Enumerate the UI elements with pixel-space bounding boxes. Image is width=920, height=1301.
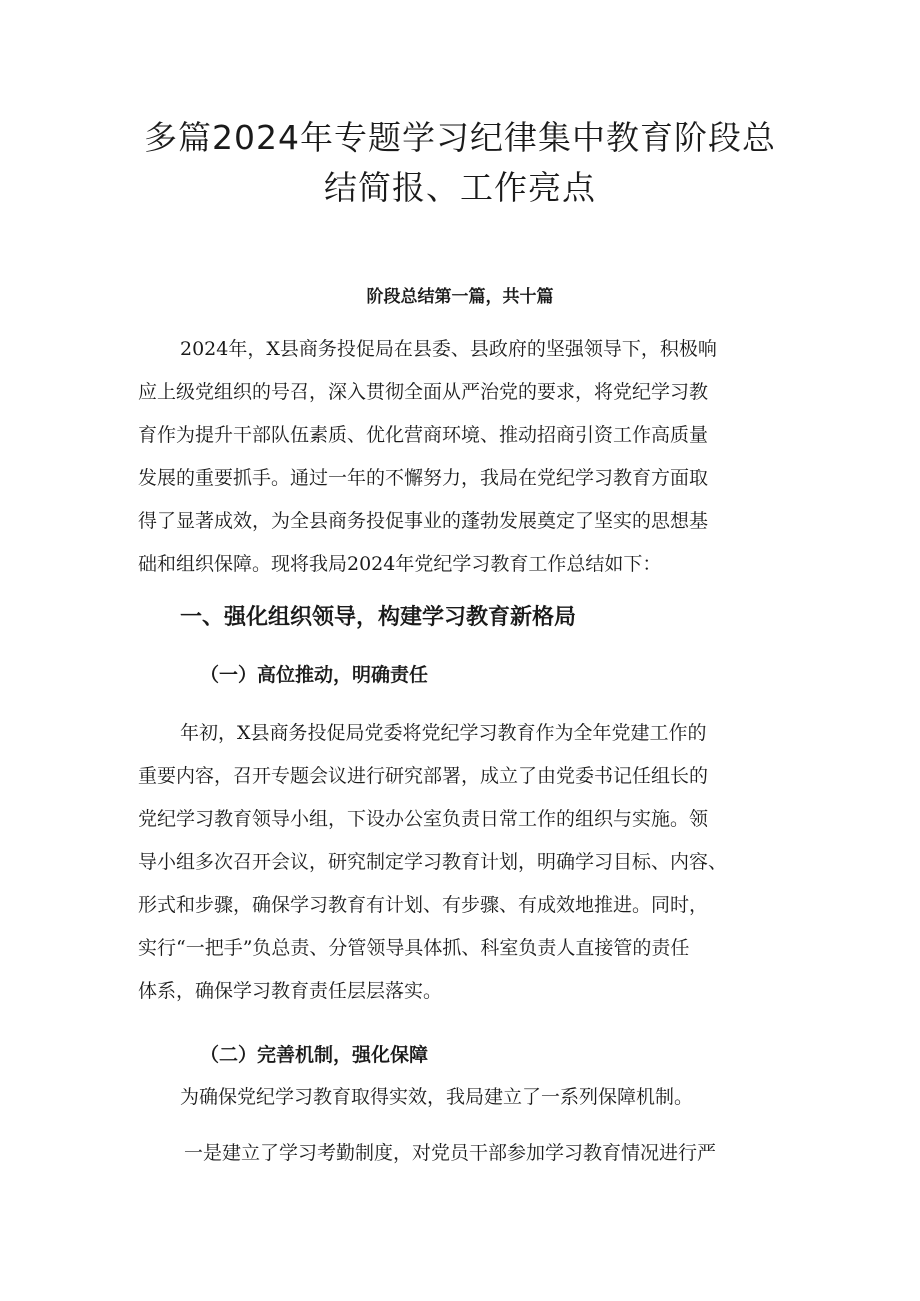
document-subtitle: 阶段总结第一篇，共十篇 — [366, 287, 554, 307]
intro-line-2: 应上级党组织的号召，深入贯彻全面从严治党的要求，将党纪学习教 — [138, 381, 709, 403]
sub1-line-1: 年初，X县商务投促局党委将党纪学习教育作为全年党建工作的 — [180, 722, 707, 744]
intro-line-3: 育作为提升干部队伍素质、优化营商环境、推动招商引资工作高质量 — [138, 424, 709, 446]
subsection-2-intro: 为确保党纪学习教育取得实效，我局建立了一系列保障机制。 — [180, 1086, 694, 1108]
sub1-line-6: 实行“一把手”负总责、分管领导具体抓、科室负责人直接管的责任 — [138, 937, 690, 959]
intro-line-6: 础和组织保障。现将我局2024年党纪学习教育工作总结如下： — [138, 553, 662, 575]
intro-paragraph — [138, 328, 717, 586]
intro-line-4: 发展的重要抓手。通过一年的不懈努力，我局在党纪学习教育方面取 — [138, 467, 709, 489]
sub1-line-2: 重要内容，召开专题会议进行研究部署，成立了由党委书记任组长的 — [138, 765, 709, 787]
subsection-1-paragraph — [138, 712, 728, 1013]
sub1-line-7: 体系，确保学习教育责任层层落实。 — [138, 980, 443, 1002]
document-title-line-1: 多篇2024年专题学习纪律集中教育阶段总 — [144, 118, 776, 157]
subsection-2-heading: （二）完善机制，强化保障 — [200, 1044, 429, 1066]
sub1-line-4: 导小组多次召开会议，研究制定学习教育计划，明确学习目标、内容、 — [138, 851, 728, 873]
sub1-line-5: 形式和步骤，确保学习教育有计划、有步骤、有成效地推进。同时， — [138, 894, 709, 916]
sub1-line-3: 党纪学习教育领导小组，下设办公室负责日常工作的组织与实施。领 — [138, 808, 709, 830]
document-title-line-2: 结简报、工作亮点 — [324, 168, 596, 207]
section-1-heading: 一、强化组织领导，构建学习教育新格局 — [180, 605, 577, 630]
subsection-1-heading: （一）高位推动，明确责任 — [200, 664, 429, 686]
subsection-2-item-1: 一是建立了学习考勤制度，对党员干部参加学习教育情况进行严 — [184, 1142, 717, 1164]
intro-line-1: 2024年，X县商务投促局在县委、县政府的坚强领导下，积极响 — [180, 338, 717, 360]
intro-line-5: 得了显著成效，为全县商务投促事业的蓬勃发展奠定了坚实的思想基 — [138, 510, 709, 532]
